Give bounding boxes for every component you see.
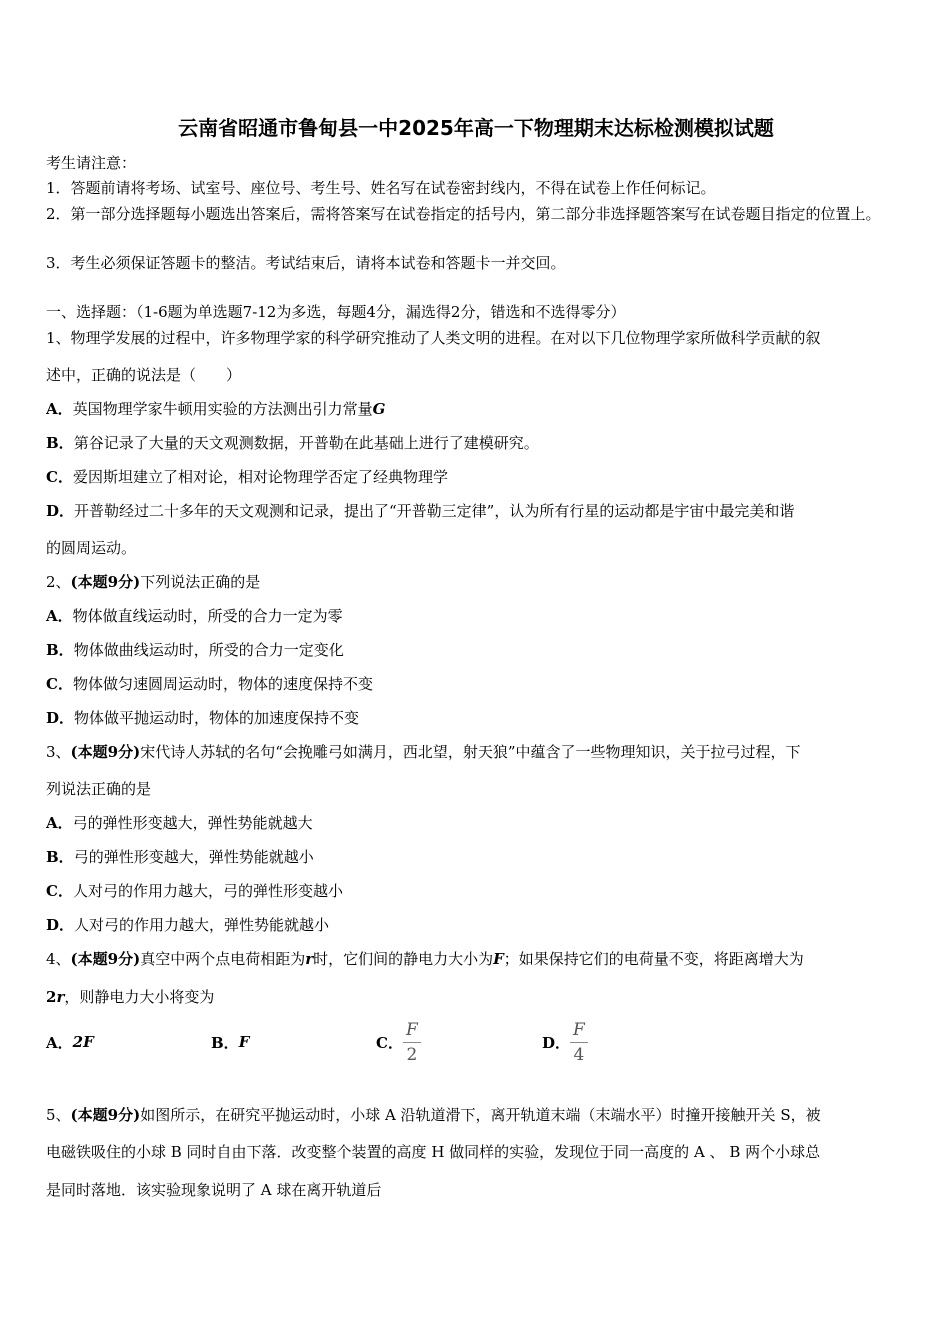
q4-option-a	[46, 1017, 94, 1067]
option-label: B．	[46, 641, 74, 659]
question-number: 4、	[46, 950, 71, 968]
q2-option-b	[46, 639, 344, 660]
math-symbol: F	[493, 950, 504, 968]
q1-option-a	[46, 398, 385, 419]
question-score: (本题9分)	[70, 950, 141, 968]
option-label: D．	[46, 916, 75, 934]
question-text: 下列说法正确的是	[140, 573, 261, 591]
question-score: (本题9分)	[70, 1106, 141, 1124]
question-text: 如图所示，在研究平抛运动时，小球 A 沿轨道滑下，离开轨道末端（末端水平）时撞开接触开关 S，被	[140, 1106, 821, 1124]
q3-stem-line2: 列说法正确的是	[46, 780, 152, 798]
q3-stem-line1	[46, 741, 801, 762]
math-symbol: r	[56, 988, 65, 1006]
q1-stem-line2: 述中，正确的说法是（ ）	[46, 366, 242, 384]
notice-item-2: 2．第一部分选择题每小题选出答案后，需将答案写在试卷指定的括号内，第二部分非选择题答案写在试卷题目指定的位置上。	[46, 205, 881, 223]
option-text: 开普勒经过二十多年的天文观测和记录，提出了“开普勒三定律”，认为所有行星的运动都是宇宙中最完美和谐	[74, 502, 795, 520]
fraction-numerator: F	[403, 1020, 421, 1043]
q1-option-d-cont: 的圆周运动。	[46, 539, 137, 557]
fraction	[570, 1020, 588, 1065]
option-label: C．	[46, 882, 73, 900]
notice-heading: 考生请注意：	[46, 154, 137, 172]
option-label: A．	[46, 1033, 73, 1052]
option-text: F	[238, 1033, 250, 1051]
option-label: C．	[46, 675, 73, 693]
option-label: B．	[211, 1033, 239, 1052]
option-text: 人对弓的作用力越大，弹性势能就越小	[74, 916, 330, 934]
q3-option-a	[46, 812, 313, 833]
notice-item-1: 1．答题前请将考场、试室号、座位号、考生号、姓名写在试卷密封线内，不得在试卷上作任何标记。	[46, 179, 716, 197]
question-score: (本题9分)	[70, 743, 141, 761]
q3-option-d	[46, 914, 329, 935]
option-label: A．	[46, 607, 73, 625]
option-label: B．	[46, 434, 74, 452]
option-text: 物体做曲线运动时，所受的合力一定变化	[73, 641, 344, 659]
option-text: 物体做直线运动时，所受的合力一定为零	[72, 607, 343, 625]
option-label: A．	[46, 400, 73, 418]
question-score: (本题9分)	[70, 573, 141, 591]
question-text: 宋代诗人苏轼的名句“会挽雕弓如满月，西北望，射天狼”中蕴含了一些物理知识，关于拉弓过程，下	[140, 743, 801, 761]
q5-line2: 电磁铁吸住的小球 B 同时自由下落．改变整个装置的高度 H 做同样的实验，发现位于同一高度的 A 、 B 两个小球总	[46, 1143, 821, 1161]
fraction	[403, 1020, 421, 1065]
q2-option-a	[46, 605, 343, 626]
q1-stem-line1: 1、物理学发展的过程中，许多物理学家的科学研究推动了人类文明的进程。在对以下几位物理学家所做科学贡献的叙	[46, 329, 821, 347]
q1-option-c	[46, 466, 448, 487]
q3-option-b	[46, 846, 314, 867]
option-label: D．	[46, 709, 75, 727]
q2-option-d	[46, 707, 359, 728]
q4-option-c	[376, 1017, 421, 1067]
q4-option-b	[211, 1017, 249, 1067]
q3-option-c	[46, 880, 343, 901]
option-text: 弓的弹性形变越大，弹性势能就越大	[72, 814, 313, 832]
question-number: 2、	[46, 573, 71, 591]
q1-option-d	[46, 500, 794, 521]
page-title: 云南省昭通市鲁甸县一中2025年高一下物理期末达标检测模拟试题	[178, 116, 774, 140]
q2-option-c	[46, 673, 373, 694]
notice-item-3: 3．考生必须保证答题卡的整洁。考试结束后，请将本试卷和答题卡一并交回。	[46, 254, 566, 272]
fraction-denominator: 2	[406, 1044, 418, 1065]
question-text: 时，它们间的静电力大小为	[313, 950, 494, 968]
option-label: B．	[46, 848, 74, 866]
option-text: 2F	[72, 1033, 94, 1051]
question-number: 5、	[46, 1106, 71, 1124]
q5-line1	[46, 1104, 821, 1125]
option-label: C．	[46, 468, 73, 486]
option-text: 物体做平抛运动时，物体的加速度保持不变	[74, 709, 360, 727]
q2-stem	[46, 571, 260, 592]
option-text: 物体做匀速圆周运动时，物体的速度保持不变	[72, 675, 373, 693]
q1-option-b	[46, 432, 539, 453]
q4-option-d	[542, 1017, 588, 1067]
math-symbol: r	[305, 950, 314, 968]
question-number: 3、	[46, 743, 71, 761]
option-label: C．	[376, 1033, 403, 1052]
q5-line3: 是同时落地．该实验现象说明了 A 球在离开轨道后	[46, 1181, 382, 1199]
question-text: ；如果保持它们的电荷量不变，将距离增大为	[503, 950, 804, 968]
question-text: ，则静电力大小将变为	[64, 988, 215, 1006]
option-text: 弓的弹性形变越大，弹性势能就越小	[73, 848, 314, 866]
section-heading: 一、选择题：（1-6题为单选题7-12为多选，每题4分，漏选得2分，错选和不选得零分）	[46, 303, 626, 321]
fraction-denominator: 4	[573, 1044, 585, 1065]
fraction-numerator: F	[570, 1020, 588, 1043]
q4-options	[46, 1017, 906, 1067]
math-symbol: 2	[46, 988, 57, 1006]
question-text: 真空中两个点电荷相距为	[140, 950, 306, 968]
option-label: A．	[46, 814, 73, 832]
math-symbol: G	[372, 400, 386, 418]
option-text: 爱因斯坦建立了相对论，相对论物理学否定了经典物理学	[72, 468, 448, 486]
q4-stem-line1	[46, 948, 804, 969]
option-text: 英国物理学家牛顿用实验的方法测出引力常量	[72, 400, 373, 418]
option-text: 第谷记录了大量的天文观测数据，开普勒在此基础上进行了建模研究。	[73, 434, 539, 452]
option-text: 人对弓的作用力越大，弓的弹性形变越小	[72, 882, 343, 900]
option-label: D．	[542, 1033, 571, 1052]
option-label: D．	[46, 502, 75, 520]
q4-stem-line2	[46, 986, 214, 1007]
